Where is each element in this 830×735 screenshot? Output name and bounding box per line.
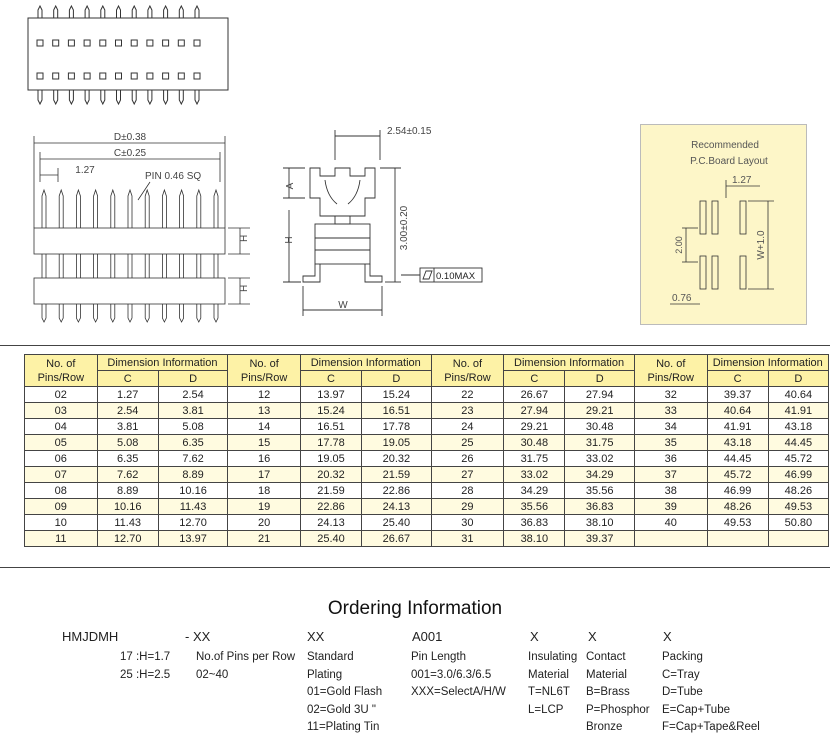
top-view-pin	[179, 6, 183, 18]
cell-d: 50.80	[768, 515, 828, 531]
dim-a-label: A	[285, 182, 296, 190]
ordering-title: Ordering Information	[327, 598, 503, 619]
cell-pins: 19	[228, 499, 301, 515]
cell-d: 41.91	[768, 403, 828, 419]
cell-c: 46.99	[707, 483, 768, 499]
header-dimension-info: Dimension Information	[504, 355, 635, 371]
top-view-contact	[116, 73, 122, 79]
contact-detail-line: B=Brass	[586, 686, 630, 698]
cell-d: 30.48	[565, 419, 635, 435]
cell-d: 35.56	[565, 483, 635, 499]
cell-pins: 02	[25, 387, 98, 403]
pcb-title-line2: P.C.Board Layout	[690, 156, 768, 167]
cell-pins: 29	[431, 499, 504, 515]
top-view-pin	[38, 6, 42, 18]
cell-pins: 36	[634, 451, 707, 467]
pcb-title-line1: Recommended	[691, 140, 759, 151]
cell-pins: 31	[431, 531, 504, 547]
front-view-pin	[180, 190, 184, 322]
cell-c: 6.35	[97, 451, 158, 467]
top-view-contact	[131, 73, 137, 79]
cell-pins: 07	[25, 467, 98, 483]
top-view-contact	[53, 40, 59, 46]
top-view-pin	[101, 90, 105, 104]
cell-pins: 14	[228, 419, 301, 435]
cell-c: 10.16	[97, 499, 158, 515]
header-d: D	[362, 371, 432, 387]
front-view-pin	[214, 190, 218, 322]
contact-housing	[310, 168, 375, 216]
packing-detail-line: F=Cap+Tape&Reel	[662, 721, 760, 733]
cell-c: 5.08	[97, 435, 158, 451]
top-view-pin	[179, 90, 183, 104]
cell-d: 21.59	[362, 467, 432, 483]
cell-d: 44.45	[768, 435, 828, 451]
table-row	[25, 467, 829, 483]
top-view-contact	[194, 40, 200, 46]
cell-c: 15.24	[300, 403, 361, 419]
top-view-pin	[117, 90, 121, 104]
code-series: HMJDMH	[62, 629, 119, 644]
cell-pins: 21	[228, 531, 301, 547]
header-d: D	[768, 371, 828, 387]
cell-c: 44.45	[707, 451, 768, 467]
pcb-pad-label: 0.76	[672, 293, 692, 304]
dim-c-label: C±0.25	[113, 148, 147, 159]
cell-pins: 23	[431, 403, 504, 419]
cell-d: 17.78	[362, 419, 432, 435]
flatness-label: 0.10MAX	[436, 271, 476, 282]
cell-c	[707, 531, 768, 547]
cell-d: 20.32	[362, 451, 432, 467]
side-view-drawing	[275, 118, 495, 328]
cell-c: 27.94	[504, 403, 565, 419]
cell-c: 39.37	[707, 387, 768, 403]
top-view-pin	[132, 6, 136, 18]
cell-pins: 35	[634, 435, 707, 451]
cell-pins	[634, 531, 707, 547]
series-detail-line: 17 :H=1.7	[120, 651, 171, 663]
pcb-pitch-label: 1.27	[732, 175, 752, 186]
cell-d: 6.35	[158, 435, 228, 451]
cell-c: 20.32	[300, 467, 361, 483]
cell-pins: 06	[25, 451, 98, 467]
insulating-detail-line: T=NL6T	[528, 686, 570, 698]
front-view-pin	[42, 190, 46, 322]
side-height-label: 3.00±0.20	[399, 205, 410, 251]
cell-c: 3.81	[97, 419, 158, 435]
header-d: D	[158, 371, 228, 387]
front-view-pin	[197, 190, 201, 322]
insulating-detail-line: L=LCP	[528, 703, 564, 716]
top-view-contact	[100, 73, 106, 79]
top-view-pin	[101, 6, 105, 18]
top-view-contact	[68, 40, 74, 46]
front-view-pin	[128, 190, 132, 322]
top-view-pin	[38, 90, 42, 104]
pcb-row-label: 2.00	[674, 236, 684, 254]
cell-pins: 22	[431, 387, 504, 403]
top-view-pin	[132, 90, 136, 104]
packing-detail-line: C=Tray	[662, 668, 700, 681]
contact-detail-line: Contact	[586, 651, 626, 663]
cell-pins: 24	[431, 419, 504, 435]
top-view-pin	[69, 90, 73, 104]
packing-detail-line: E=Cap+Tube	[662, 703, 730, 716]
cell-c: 41.91	[707, 419, 768, 435]
front-view-pin	[94, 190, 98, 322]
cell-c: 17.78	[300, 435, 361, 451]
header-dimension-info: Dimension Information	[300, 355, 431, 371]
cell-pins: 13	[228, 403, 301, 419]
cell-c: 29.21	[504, 419, 565, 435]
table-row	[25, 435, 829, 451]
cell-pins: 04	[25, 419, 98, 435]
cell-c: 38.10	[504, 531, 565, 547]
cell-pins: 17	[228, 467, 301, 483]
pins-detail-line: 02~40	[196, 668, 229, 681]
insulating-detail-line: Insulating	[528, 651, 578, 663]
cell-pins: 28	[431, 483, 504, 499]
cell-c: 22.86	[300, 499, 361, 515]
table-row	[25, 451, 829, 467]
top-view-pin	[69, 6, 73, 18]
top-view-pin	[117, 6, 121, 18]
plating-detail-line: 02=Gold 3U "	[307, 703, 376, 716]
top-view-pin	[195, 90, 199, 104]
top-view-pin	[164, 6, 168, 18]
cell-pins: 20	[228, 515, 301, 531]
cell-d: 39.37	[565, 531, 635, 547]
cell-d: 27.94	[565, 387, 635, 403]
top-view-contact	[178, 73, 184, 79]
side-width-label: 2.54±0.15	[387, 126, 432, 137]
contact-detail-line: P=Phosphor	[586, 703, 650, 716]
cell-c: 8.89	[97, 483, 158, 499]
cell-d: 2.54	[158, 387, 228, 403]
cell-pins: 15	[228, 435, 301, 451]
cell-c: 36.83	[504, 515, 565, 531]
cell-d: 7.62	[158, 451, 228, 467]
top-view-contact	[84, 40, 90, 46]
front-view-pin	[76, 190, 80, 322]
cell-c: 16.51	[300, 419, 361, 435]
top-view-contact	[116, 40, 122, 46]
header-c: C	[707, 371, 768, 387]
cell-pins: 08	[25, 483, 98, 499]
cell-d: 13.97	[158, 531, 228, 547]
top-view-contact	[84, 73, 90, 79]
pins-detail-line: No.of Pins per Row	[196, 651, 296, 663]
cell-d: 48.26	[768, 483, 828, 499]
plating-detail-line: 11=Plating Tin	[307, 721, 380, 733]
cell-pins: 39	[634, 499, 707, 515]
cell-c: 21.59	[300, 483, 361, 499]
cell-c: 43.18	[707, 435, 768, 451]
cell-c: 1.27	[97, 387, 158, 403]
cell-d: 31.75	[565, 435, 635, 451]
table-row	[25, 531, 829, 547]
cell-c: 24.13	[300, 515, 361, 531]
pin-length-detail-line: 001=3.0/6.3/6.5	[411, 668, 492, 681]
cell-pins: 11	[25, 531, 98, 547]
cell-d: 15.24	[362, 387, 432, 403]
cell-pins: 34	[634, 419, 707, 435]
header-pins-per-row: No. of Pins/Row	[228, 355, 301, 387]
top-view-pin	[164, 90, 168, 104]
top-view-contact	[131, 40, 137, 46]
dimension-table	[24, 354, 829, 547]
top-view-pin	[54, 90, 58, 104]
top-view-contact	[163, 73, 169, 79]
series-detail-line: 25 :H=2.5	[120, 668, 171, 681]
cell-c: 45.72	[707, 467, 768, 483]
top-view-contact	[37, 40, 43, 46]
cell-c: 31.75	[504, 451, 565, 467]
cell-pins: 12	[228, 387, 301, 403]
cell-d: 16.51	[362, 403, 432, 419]
cell-pins: 16	[228, 451, 301, 467]
packing-detail-line: Packing	[662, 651, 703, 663]
cell-pins: 25	[431, 435, 504, 451]
cell-pins: 03	[25, 403, 98, 419]
header-c: C	[300, 371, 361, 387]
contact-detail-line: Bronze	[586, 721, 623, 733]
front-view-pin	[59, 190, 63, 322]
cell-d: 10.16	[158, 483, 228, 499]
cell-d: 26.67	[362, 531, 432, 547]
header-c: C	[97, 371, 158, 387]
top-view-contact	[68, 73, 74, 79]
cell-c: 25.40	[300, 531, 361, 547]
cell-c: 35.56	[504, 499, 565, 515]
cell-d: 11.43	[158, 499, 228, 515]
top-view-contact	[37, 73, 43, 79]
divider-top	[0, 345, 830, 346]
cell-d: 29.21	[565, 403, 635, 419]
cell-c: 19.05	[300, 451, 361, 467]
top-view-contact	[53, 73, 59, 79]
table-row	[25, 499, 829, 515]
cell-c: 13.97	[300, 387, 361, 403]
top-view-pin	[54, 6, 58, 18]
cell-pins: 32	[634, 387, 707, 403]
cell-d: 19.05	[362, 435, 432, 451]
code-plating: XX	[307, 629, 325, 644]
cell-d: 45.72	[768, 451, 828, 467]
cell-pins: 37	[634, 467, 707, 483]
top-view-contact	[147, 73, 153, 79]
cell-d: 46.99	[768, 467, 828, 483]
header-pins-per-row: No. of Pins/Row	[634, 355, 707, 387]
table-row	[25, 515, 829, 531]
pin-size-label: PIN 0.46 SQ	[145, 171, 202, 182]
pitch-label: 1.27	[75, 165, 95, 176]
top-view-pin	[85, 6, 89, 18]
cell-pins: 05	[25, 435, 98, 451]
code-contact: X	[588, 629, 597, 644]
code-insulating: X	[530, 629, 539, 644]
cell-d: 12.70	[158, 515, 228, 531]
cell-d: 22.86	[362, 483, 432, 499]
cell-c: 40.64	[707, 403, 768, 419]
cell-d: 40.64	[768, 387, 828, 403]
table-row	[25, 483, 829, 499]
header-pins-per-row: No. of Pins/Row	[25, 355, 98, 387]
front-view-drawing	[0, 118, 280, 343]
cell-pins: 09	[25, 499, 98, 515]
side-insulator	[315, 224, 370, 264]
divider-bottom	[0, 567, 830, 568]
cell-d: 24.13	[362, 499, 432, 515]
front-view-pin	[111, 190, 115, 322]
contact-detail-line: Material	[586, 668, 627, 681]
cell-c: 48.26	[707, 499, 768, 515]
cell-pins: 18	[228, 483, 301, 499]
cell-d: 3.81	[158, 403, 228, 419]
cell-c: 34.29	[504, 483, 565, 499]
cell-d: 33.02	[565, 451, 635, 467]
table-row	[25, 403, 829, 419]
cell-c: 26.67	[504, 387, 565, 403]
top-view-drawing	[0, 0, 830, 115]
cell-pins: 33	[634, 403, 707, 419]
cell-pins: 26	[431, 451, 504, 467]
cell-pins: 40	[634, 515, 707, 531]
plating-detail-line: Plating	[307, 668, 343, 681]
top-view-contact	[147, 40, 153, 46]
cell-c: 33.02	[504, 467, 565, 483]
front-view-pin	[162, 190, 166, 322]
cell-c: 2.54	[97, 403, 158, 419]
cell-d: 49.53	[768, 499, 828, 515]
cell-d: 25.40	[362, 515, 432, 531]
pcb-layout-panel	[640, 124, 808, 326]
cell-d: 38.10	[565, 515, 635, 531]
pcb-w-label: W+1.0	[756, 230, 767, 260]
code-pin-length: A001	[412, 629, 443, 644]
code-packing: X	[663, 629, 672, 644]
top-view-contact	[178, 40, 184, 46]
pin-length-detail-line: XXX=SelectA/H/W	[411, 686, 506, 698]
top-view-pin	[195, 6, 199, 18]
top-view-pin	[85, 90, 89, 104]
cell-c: 30.48	[504, 435, 565, 451]
plating-detail-line: Standard	[307, 651, 354, 663]
cell-d: 34.29	[565, 467, 635, 483]
dim-w-label: W	[338, 300, 348, 311]
cell-d: 8.89	[158, 467, 228, 483]
pin-length-detail-line: Pin Length	[411, 651, 466, 663]
table-row	[25, 387, 829, 403]
code-pins: - XX	[185, 629, 211, 644]
cell-c: 11.43	[97, 515, 158, 531]
header-d: D	[565, 371, 635, 387]
cell-pins: 38	[634, 483, 707, 499]
packing-detail-line: D=Tube	[662, 686, 703, 698]
cell-c: 12.70	[97, 531, 158, 547]
cell-c: 49.53	[707, 515, 768, 531]
dim-h-label: H	[284, 236, 295, 244]
upper-insulator	[34, 228, 225, 254]
height-label-lower: H	[239, 284, 250, 292]
header-pins-per-row: No. of Pins/Row	[431, 355, 504, 387]
cell-pins: 27	[431, 467, 504, 483]
cell-pins: 30	[431, 515, 504, 531]
top-view-contact	[100, 40, 106, 46]
table-row	[25, 419, 829, 435]
height-label-upper: H	[239, 234, 250, 242]
header-dimension-info: Dimension Information	[707, 355, 828, 371]
front-view-pin	[145, 190, 149, 322]
header-c: C	[504, 371, 565, 387]
insulating-detail-line: Material	[528, 668, 569, 681]
cell-pins: 10	[25, 515, 98, 531]
lower-insulator	[34, 278, 225, 304]
cell-d	[768, 531, 828, 547]
top-view-contact	[194, 73, 200, 79]
cell-d: 43.18	[768, 419, 828, 435]
top-view-contact	[163, 40, 169, 46]
plating-detail-line: 01=Gold Flash	[307, 686, 383, 698]
top-view-pin	[148, 90, 152, 104]
dim-d-label: D±0.38	[113, 132, 147, 143]
cell-c: 7.62	[97, 467, 158, 483]
header-dimension-info: Dimension Information	[97, 355, 228, 371]
cell-d: 36.83	[565, 499, 635, 515]
cell-d: 5.08	[158, 419, 228, 435]
top-view-pin	[148, 6, 152, 18]
